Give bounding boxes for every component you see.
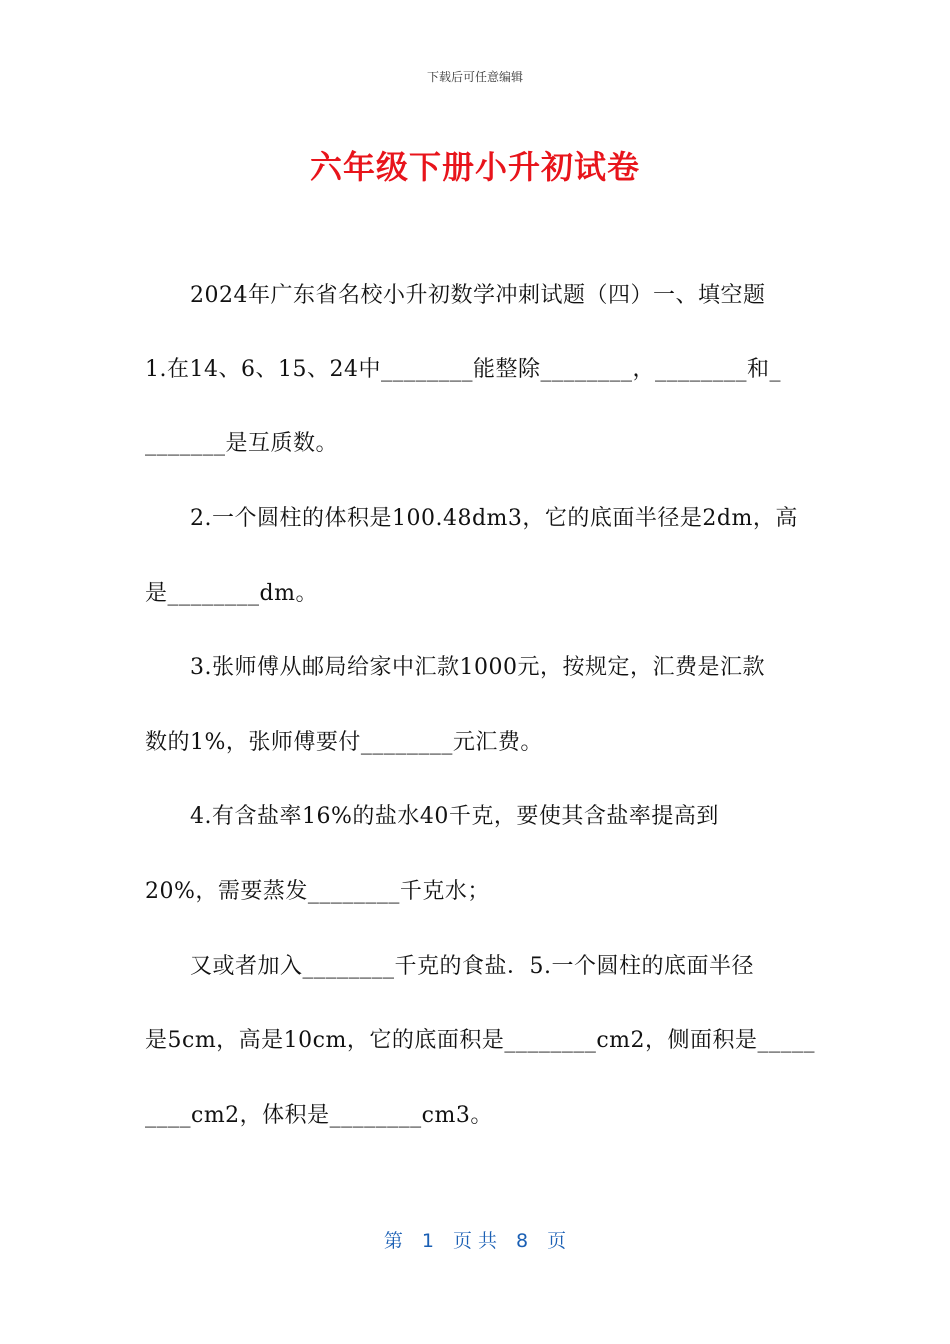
question-3-line-2: 数的1%，张师傅要付________元汇费。: [145, 730, 543, 755]
header-note: 下载后可任意编辑: [426, 70, 523, 84]
question-1-line-2: _______是互质数。: [145, 431, 339, 456]
question-4-line-2: 20%，需要蒸发________千克水；: [145, 879, 490, 904]
question-4-5-line: 又或者加入________千克的食盐．5.一个圆柱的底面半径: [190, 954, 754, 979]
question-4-line-1: 4.有含盐率16%的盐水40千克，要使其含盐率提高到: [190, 804, 719, 829]
question-5-line-2: ____cm2，体积是________cm3。: [145, 1103, 493, 1128]
question-3-line-1: 3.张师傅从邮局给家中汇款1000元，按规定，汇费是汇款: [190, 655, 765, 680]
page-footer: 第 1 页 共 8 页: [383, 1230, 567, 1252]
question-2-line-1: 2.一个圆柱的体积是100.48dm3，它的底面半径是2dm，高: [190, 506, 798, 531]
question-5-line-1: 是5cm，高是10cm，它的底面积是________cm2，侧面积是_____: [145, 1028, 816, 1053]
question-2-line-2: 是________dm。: [145, 581, 318, 606]
document-title: 六年级下册小升初试卷: [309, 148, 640, 186]
intro-line: 2024年广东省名校小升初数学冲刺试题（四）一、填空题: [190, 283, 766, 308]
question-1-line-1: 1.在14、6、15、24中________能整除________，________和_: [145, 357, 781, 382]
